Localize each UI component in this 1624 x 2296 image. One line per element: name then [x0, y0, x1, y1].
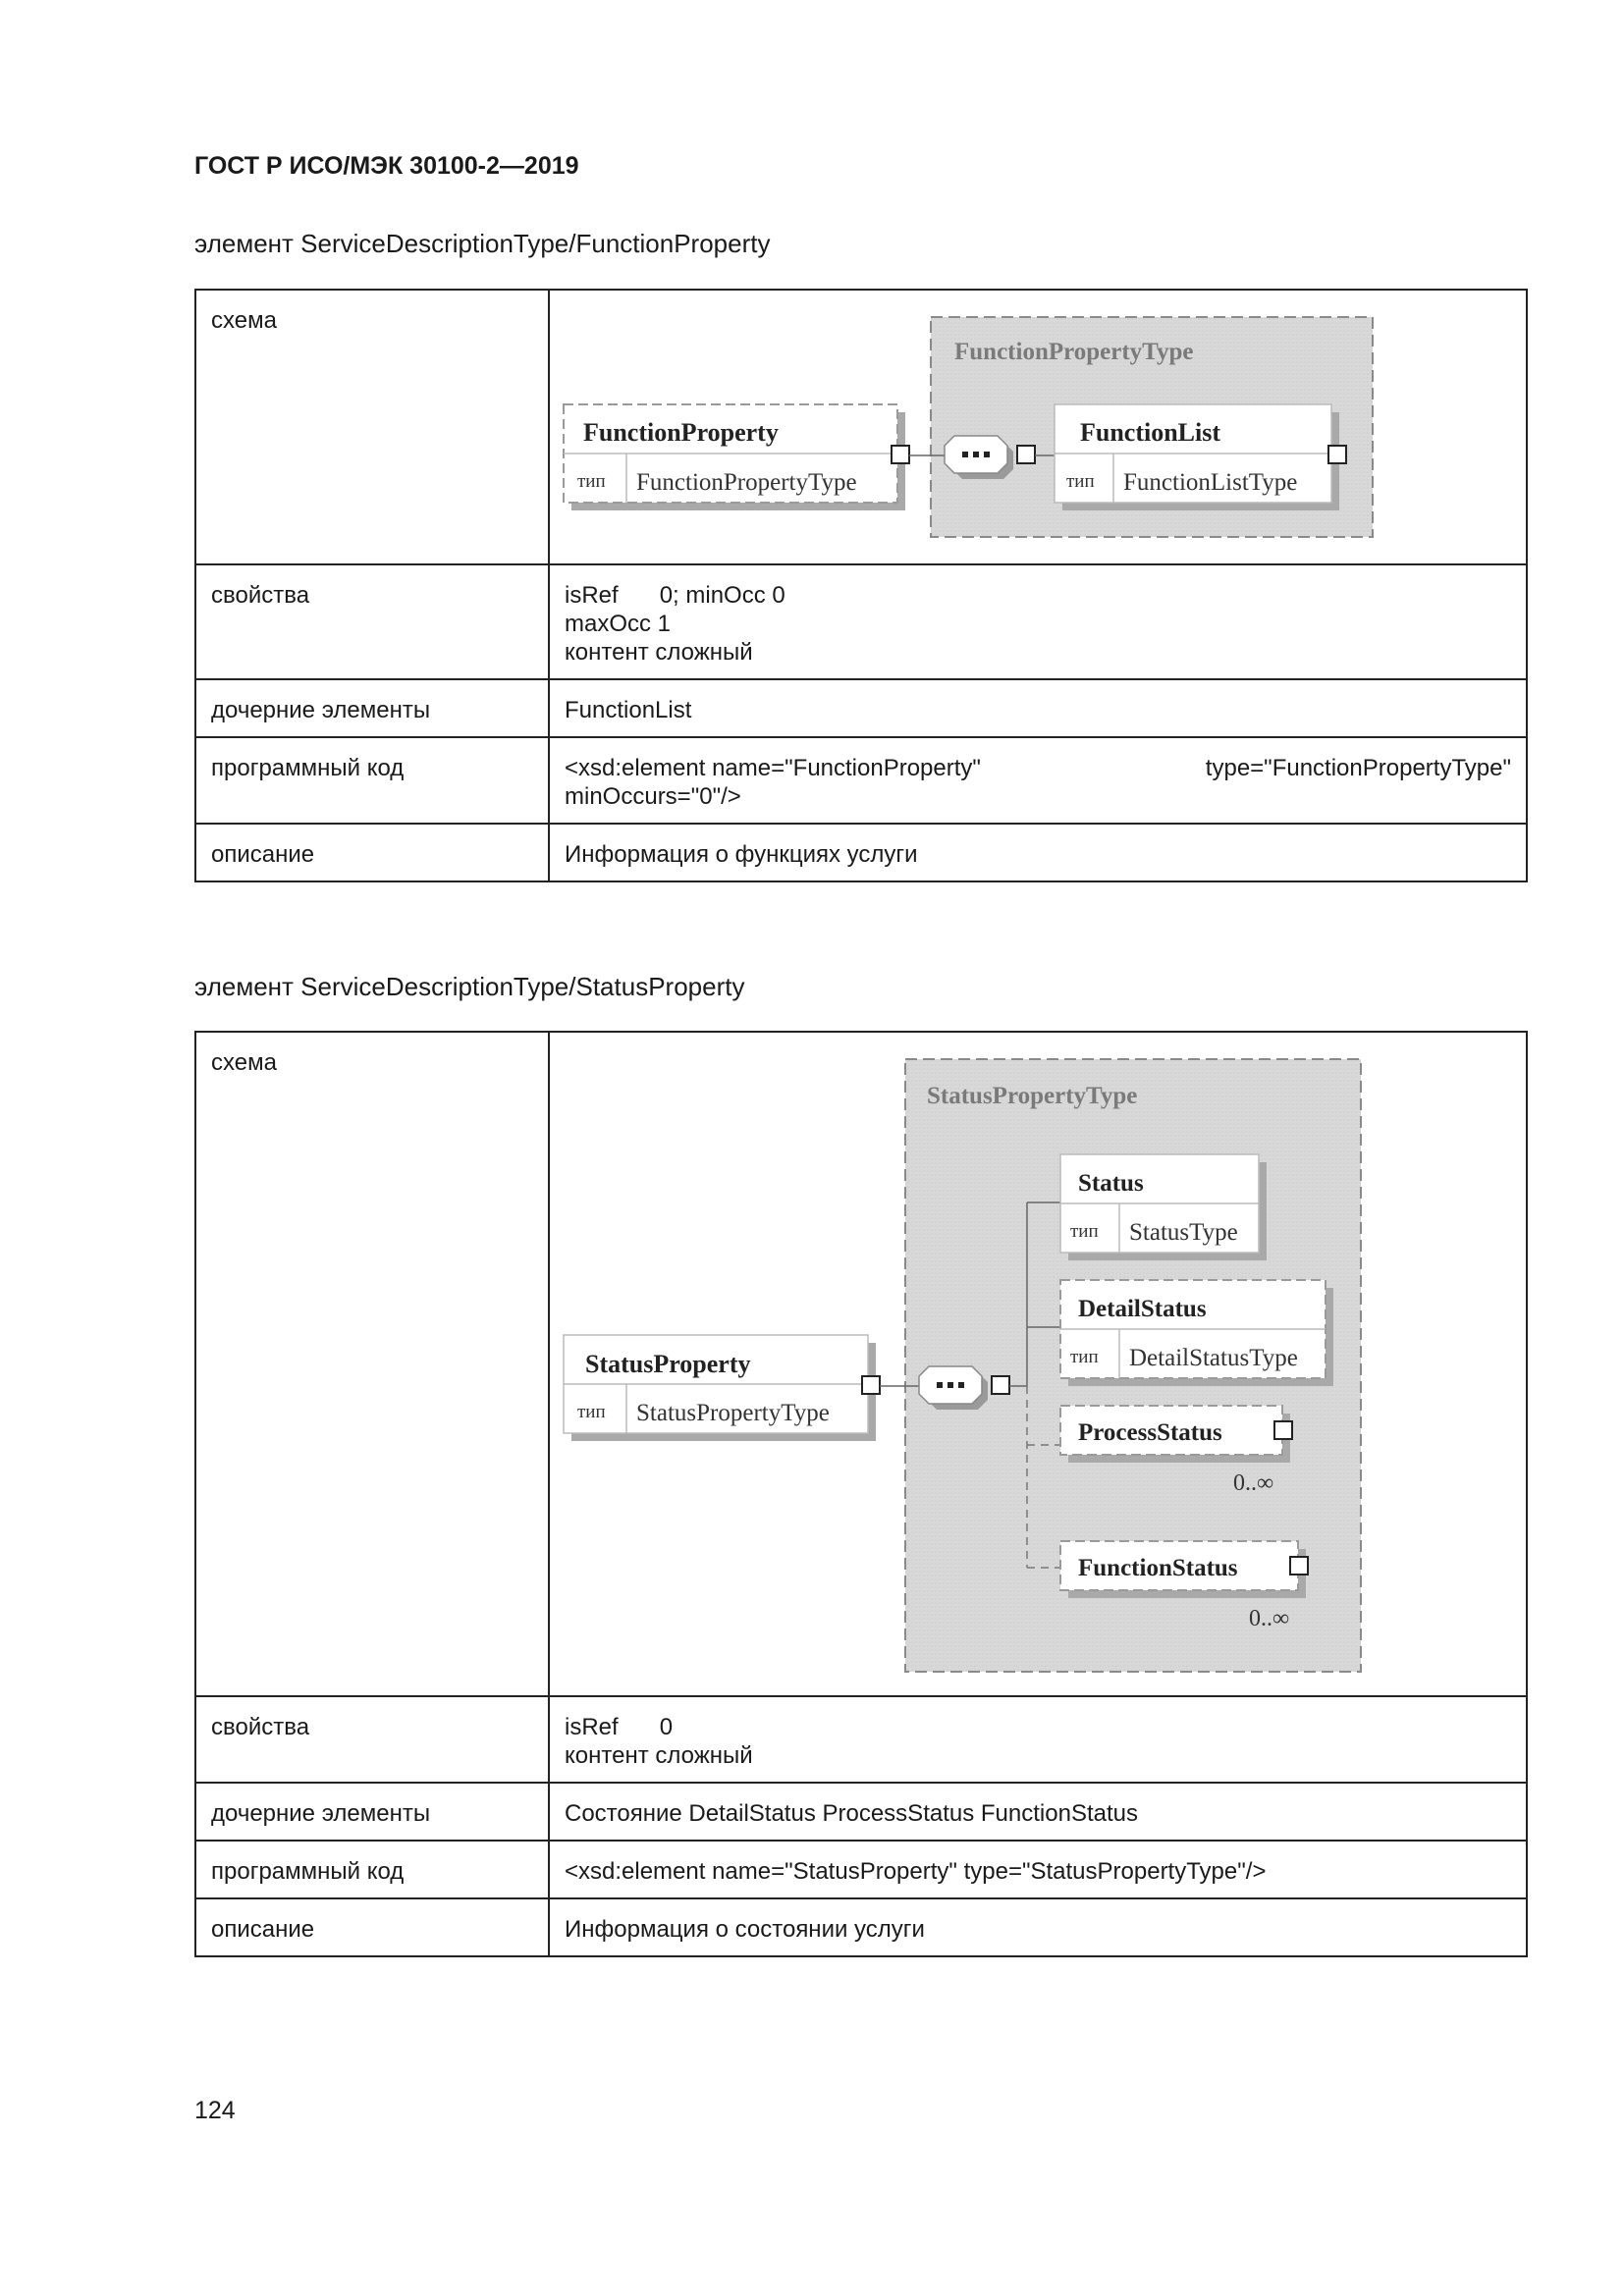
element-type: StatusPropertyType [636, 1400, 830, 1426]
expand-icon[interactable] [892, 446, 909, 463]
status-property-diagram [550, 1033, 1520, 1695]
row-label-description: описание [195, 824, 549, 881]
element-name: FunctionProperty [583, 418, 779, 447]
children-value: Состояние DetailStatus ProcessStatus FunctionStatus [549, 1783, 1527, 1841]
table-row [195, 679, 1527, 737]
properties-value [549, 1696, 1527, 1783]
element-box-process-status [1060, 1406, 1290, 1463]
isref-key: isRef [565, 582, 619, 609]
element-box-status [1060, 1154, 1267, 1260]
type-label: тип [577, 471, 606, 492]
description-value: Информация о функциях услуги [549, 824, 1527, 881]
table-row [195, 1032, 1527, 1696]
code-part-2: type="FunctionPropertyType" [1205, 755, 1511, 781]
element-box-status-property [564, 1335, 876, 1441]
expand-icon[interactable] [1328, 446, 1346, 463]
table-row [195, 1783, 1527, 1841]
element-name: FunctionStatus [1078, 1555, 1238, 1581]
element-name: ProcessStatus [1078, 1419, 1222, 1446]
type-label: тип [577, 1402, 606, 1422]
row-label-children: дочерние элементы [195, 679, 549, 737]
element-name: FunctionList [1080, 418, 1221, 447]
table-row [195, 737, 1527, 824]
element-name: Status [1078, 1170, 1144, 1197]
element-name: StatusProperty [585, 1350, 751, 1378]
page-number: 124 [194, 2097, 236, 2124]
spec-table-status-property [194, 1031, 1528, 1957]
function-property-diagram [550, 291, 1520, 563]
occurrence-label: 0..∞ [1233, 1470, 1274, 1496]
table-row [195, 824, 1527, 881]
row-label-children: дочерние элементы [195, 1783, 549, 1841]
element-type: FunctionPropertyType [636, 469, 857, 496]
type-label: тип [1070, 1221, 1099, 1242]
element-box-function-property [564, 404, 905, 510]
expand-icon[interactable] [1290, 1557, 1308, 1575]
row-label-code: программный код [195, 1841, 549, 1898]
element-box-function-list [1055, 404, 1339, 510]
row-label-schema: схема [195, 1032, 549, 1696]
table-row [195, 564, 1527, 679]
code-part-1: <xsd:element name="FunctionProperty" [565, 755, 981, 781]
expand-icon[interactable] [1017, 446, 1035, 463]
expand-icon[interactable] [862, 1376, 880, 1394]
type-label: тип [1070, 1347, 1099, 1367]
table-row [195, 1841, 1527, 1898]
sequence-compositor-icon [919, 1366, 988, 1410]
document-header: ГОСТ Р ИСО/МЭК 30100-2—2019 [194, 152, 579, 180]
row-label-properties: свойства [195, 1696, 549, 1783]
content-value: контент сложный [565, 639, 753, 666]
element-box-detail-status [1060, 1280, 1333, 1386]
type-group-label: FunctionPropertyType [954, 339, 1194, 365]
element-name: DetailStatus [1078, 1296, 1207, 1322]
expand-icon[interactable] [992, 1376, 1009, 1394]
description-value: Информация о состоянии услуги [549, 1898, 1527, 1956]
row-label-code: программный код [195, 737, 549, 824]
maxocc-value: maxOcc 1 [565, 611, 672, 637]
code-part-3: minOccurs="0"/> [565, 783, 741, 810]
isref-key: isRef [565, 1714, 619, 1740]
element-type: DetailStatusType [1129, 1345, 1298, 1371]
section-title-function-property: элемент ServiceDescriptionType/FunctionProperty [194, 229, 771, 258]
occurrence-label: 0..∞ [1249, 1606, 1290, 1631]
row-label-properties: свойства [195, 564, 549, 679]
spec-table-function-property [194, 289, 1528, 882]
element-box-function-status [1060, 1541, 1306, 1598]
element-type: StatusType [1129, 1219, 1238, 1246]
properties-value [549, 564, 1527, 679]
element-type: FunctionListType [1123, 469, 1298, 496]
schema-diagram-cell [549, 1032, 1527, 1696]
table-row [195, 290, 1527, 564]
children-value: FunctionList [549, 679, 1527, 737]
sequence-compositor-icon [945, 436, 1013, 479]
row-label-description: описание [195, 1898, 549, 1956]
isref-value: 0 [659, 1714, 674, 1740]
schema-diagram-cell [549, 290, 1527, 564]
row-label-schema: схема [195, 290, 549, 564]
code-value [549, 737, 1527, 824]
table-row [195, 1898, 1527, 1956]
expand-icon[interactable] [1274, 1421, 1292, 1439]
type-group-label: StatusPropertyType [927, 1083, 1138, 1109]
isref-value: 0; minOcc 0 [659, 582, 785, 609]
table-row [195, 1696, 1527, 1783]
type-label: тип [1066, 471, 1095, 492]
content-value: контент сложный [565, 1742, 753, 1769]
code-value: <xsd:element name="StatusProperty" type="StatusPropertyType"/> [549, 1841, 1527, 1898]
section-title-status-property: элемент ServiceDescriptionType/StatusProperty [194, 972, 745, 1001]
